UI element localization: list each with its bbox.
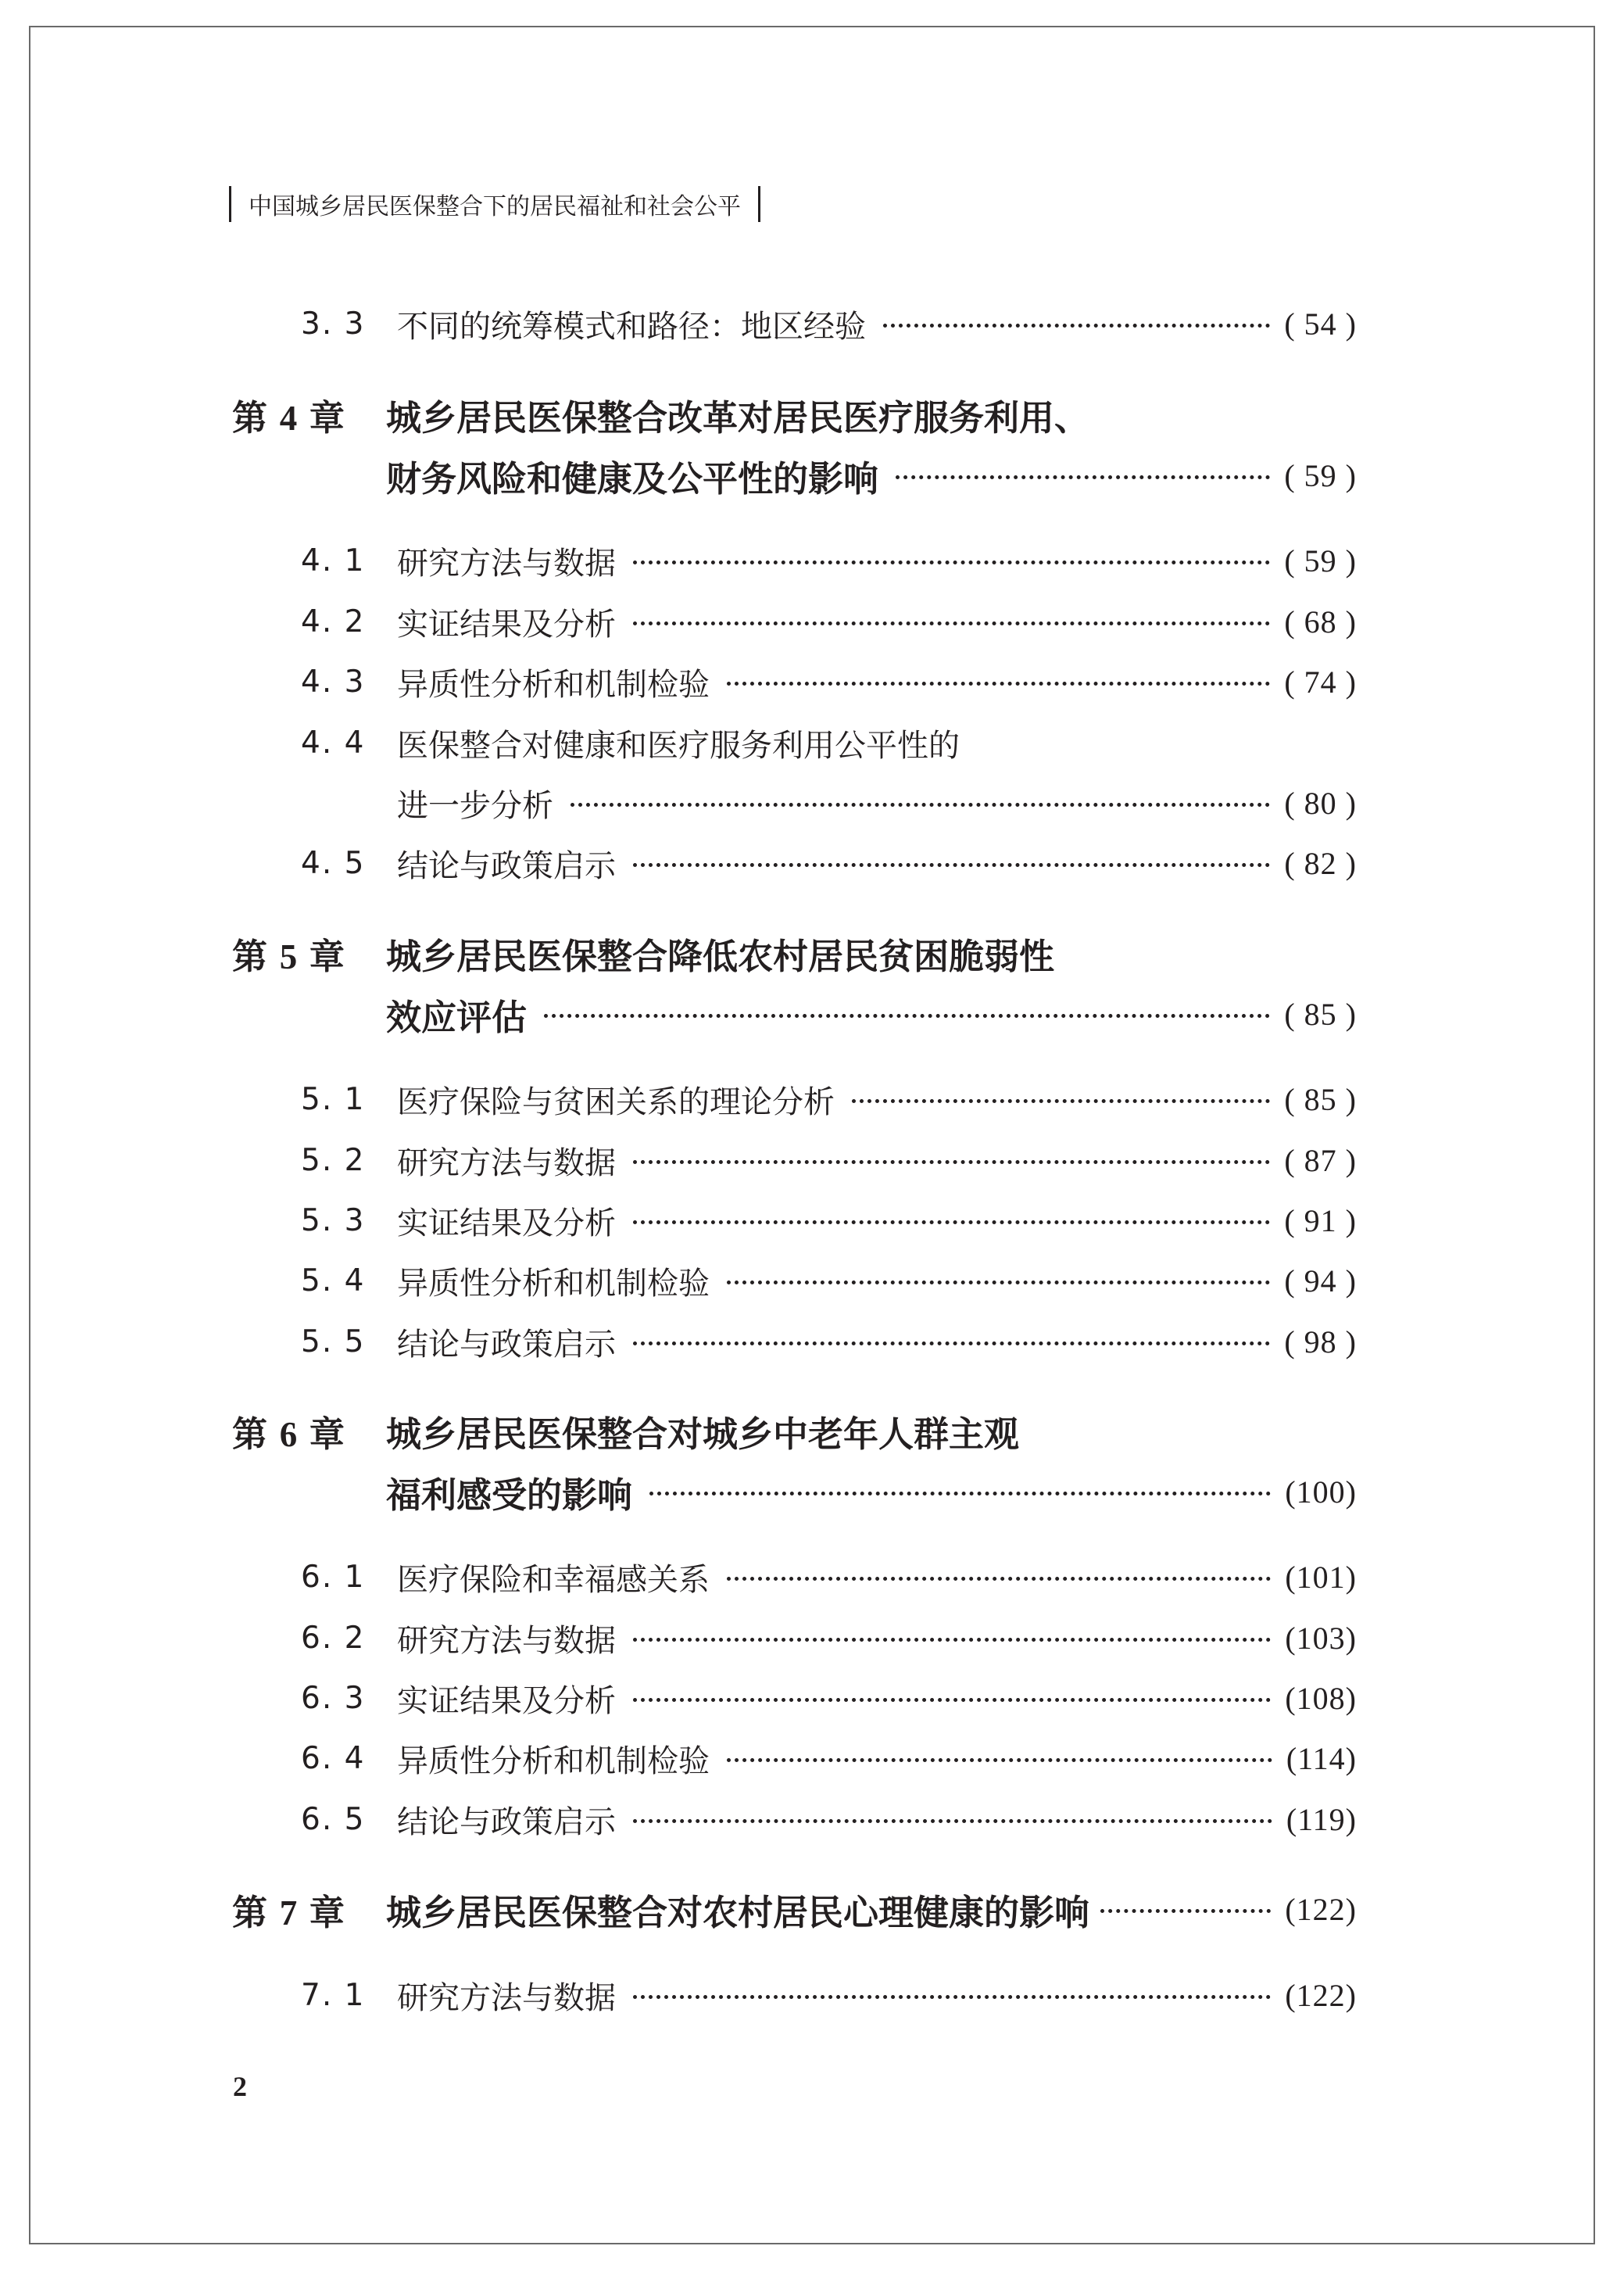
section-title: 实证结果及分析 bbox=[397, 606, 616, 643]
page-ref: ( 74 ) bbox=[1284, 664, 1357, 700]
page-number: 2 bbox=[233, 2071, 247, 2102]
chapter-title-line2: 财务风险和健康及公平性的影响 bbox=[386, 457, 879, 500]
section-title: 研究方法与数据 bbox=[397, 1622, 616, 1659]
toc-entry-5-2[interactable] bbox=[0, 1138, 1624, 1182]
chapter-label: 第 6 章 bbox=[232, 1413, 345, 1455]
toc-entry-6-2[interactable] bbox=[0, 1616, 1624, 1660]
page-ref: (103) bbox=[1285, 1620, 1357, 1656]
section-title-line1: 医保整合对健康和医疗服务利用公平性的 bbox=[397, 727, 960, 764]
section-number: 6. 5 bbox=[301, 1801, 366, 1837]
chapter-title-line1: 城乡居民医保整合降低农村居民贫困脆弱性 bbox=[386, 935, 1055, 977]
dot-leader bbox=[633, 1160, 1270, 1164]
toc-entry-5-3[interactable] bbox=[0, 1198, 1624, 1242]
section-number: 3. 3 bbox=[301, 306, 366, 342]
dot-leader bbox=[727, 1758, 1272, 1762]
section-title: 医疗保险和幸福感关系 bbox=[397, 1561, 710, 1598]
dot-leader bbox=[852, 1099, 1270, 1103]
dot-leader bbox=[633, 1995, 1271, 1999]
section-number: 5. 5 bbox=[301, 1324, 366, 1359]
page-ref: (101) bbox=[1285, 1559, 1357, 1595]
dot-leader bbox=[571, 803, 1270, 807]
page-ref: (122) bbox=[1285, 1891, 1357, 1927]
toc-entry-4-2[interactable] bbox=[0, 600, 1624, 643]
section-title-line2: 进一步分析 bbox=[397, 787, 553, 824]
page-ref: (108) bbox=[1285, 1680, 1357, 1716]
section-title: 研究方法与数据 bbox=[397, 1979, 616, 2016]
page-ref: ( 82 ) bbox=[1284, 845, 1357, 881]
dot-leader bbox=[633, 621, 1270, 625]
toc-entry-7-1[interactable] bbox=[0, 1973, 1624, 2017]
section-number: 4. 3 bbox=[301, 664, 366, 700]
dot-leader bbox=[883, 324, 1270, 328]
toc-entry-4-3[interactable] bbox=[0, 660, 1624, 704]
section-number: 6. 3 bbox=[301, 1680, 366, 1716]
toc-entry-5-4[interactable] bbox=[0, 1259, 1624, 1302]
section-title: 异质性分析和机制检验 bbox=[397, 1265, 710, 1302]
chapter-label: 第 7 章 bbox=[232, 1891, 345, 1933]
chapter-label: 第 4 章 bbox=[232, 396, 345, 439]
chapter-title: 城乡居民医保整合对农村居民心理健康的影响 bbox=[386, 1891, 1090, 1933]
page-ref: (122) bbox=[1285, 1977, 1357, 2013]
page-ref: ( 85 ) bbox=[1284, 996, 1357, 1032]
toc-entry-4-5[interactable] bbox=[0, 841, 1624, 885]
page-ref: ( 80 ) bbox=[1284, 785, 1357, 821]
section-number: 6. 4 bbox=[301, 1740, 366, 1776]
toc-entry-5-1[interactable] bbox=[0, 1077, 1624, 1121]
dot-leader bbox=[633, 561, 1270, 564]
page-ref: ( 85 ) bbox=[1284, 1081, 1357, 1117]
dot-leader bbox=[649, 1492, 1271, 1495]
dot-leader bbox=[896, 475, 1270, 479]
chapter-title-line1: 城乡居民医保整合改革对居民医疗服务利用、 bbox=[386, 396, 1090, 439]
dot-leader bbox=[727, 1281, 1270, 1284]
section-title: 研究方法与数据 bbox=[397, 545, 616, 582]
section-title: 医疗保险与贫困关系的理论分析 bbox=[397, 1084, 835, 1120]
chapter-title-line1: 城乡居民医保整合对城乡中老年人群主观 bbox=[386, 1413, 1020, 1455]
toc-entry-6-4[interactable] bbox=[0, 1736, 1624, 1780]
section-number: 5. 1 bbox=[301, 1081, 366, 1117]
section-title: 研究方法与数据 bbox=[397, 1144, 616, 1181]
toc-entry-4-1[interactable] bbox=[0, 539, 1624, 582]
page-ref: ( 91 ) bbox=[1284, 1202, 1357, 1238]
toc-entry-6-3[interactable] bbox=[0, 1676, 1624, 1720]
page-ref: ( 59 ) bbox=[1284, 543, 1357, 578]
page-ref: ( 98 ) bbox=[1284, 1324, 1357, 1359]
page-ref: ( 87 ) bbox=[1284, 1142, 1357, 1178]
dot-leader bbox=[633, 1220, 1270, 1224]
section-number: 5. 4 bbox=[301, 1263, 366, 1298]
section-number: 6. 1 bbox=[301, 1559, 366, 1595]
section-title: 异质性分析和机制检验 bbox=[397, 1743, 710, 1779]
toc-entry-5-5[interactable] bbox=[0, 1320, 1624, 1363]
chapter-title-line2: 福利感受的影响 bbox=[386, 1474, 633, 1516]
chapter-label: 第 5 章 bbox=[232, 935, 345, 977]
section-title: 实证结果及分析 bbox=[397, 1205, 616, 1241]
section-title: 结论与政策启示 bbox=[397, 1326, 616, 1363]
dot-leader bbox=[633, 863, 1270, 867]
dot-leader bbox=[633, 1638, 1271, 1642]
toc-entry-6-1[interactable] bbox=[0, 1555, 1624, 1599]
page-ref: (114) bbox=[1286, 1740, 1357, 1776]
section-number: 4. 5 bbox=[301, 845, 366, 881]
dot-leader bbox=[1100, 1909, 1271, 1913]
dot-leader bbox=[633, 1341, 1270, 1345]
dot-leader bbox=[633, 1819, 1272, 1823]
section-title: 实证结果及分析 bbox=[397, 1682, 616, 1719]
page-ref: ( 94 ) bbox=[1284, 1263, 1357, 1298]
dot-leader bbox=[544, 1014, 1270, 1018]
page-ref: ( 54 ) bbox=[1284, 306, 1357, 342]
section-number: 5. 2 bbox=[301, 1142, 366, 1178]
toc-entry-6-5[interactable] bbox=[0, 1797, 1624, 1841]
page-ref: (119) bbox=[1286, 1801, 1357, 1837]
section-number: 4. 4 bbox=[301, 725, 366, 761]
page-ref: ( 59 ) bbox=[1284, 457, 1357, 493]
running-header-text: 中国城乡居民医保整合下的居民福祉和社会公平 bbox=[249, 193, 741, 220]
section-title: 结论与政策启示 bbox=[397, 1804, 616, 1840]
dot-leader bbox=[727, 1577, 1271, 1581]
section-number: 5. 3 bbox=[301, 1202, 366, 1238]
section-number: 4. 1 bbox=[301, 543, 366, 578]
dot-leader bbox=[633, 1698, 1271, 1702]
chapter-title-line2: 效应评估 bbox=[386, 996, 528, 1038]
section-number: 4. 2 bbox=[301, 604, 366, 639]
section-number: 6. 2 bbox=[301, 1620, 366, 1656]
toc-entry-3-3[interactable] bbox=[0, 302, 1624, 346]
dot-leader bbox=[727, 682, 1270, 686]
section-number: 7. 1 bbox=[301, 1977, 366, 2013]
section-title: 异质性分析和机制检验 bbox=[397, 666, 710, 703]
section-title: 结论与政策启示 bbox=[397, 847, 616, 884]
section-title: 不同的统筹模式和路径：地区经验 bbox=[397, 308, 866, 345]
toc-chapter-7[interactable] bbox=[0, 1887, 1624, 1931]
page-ref: ( 68 ) bbox=[1284, 604, 1357, 639]
page-ref: (100) bbox=[1285, 1474, 1357, 1510]
